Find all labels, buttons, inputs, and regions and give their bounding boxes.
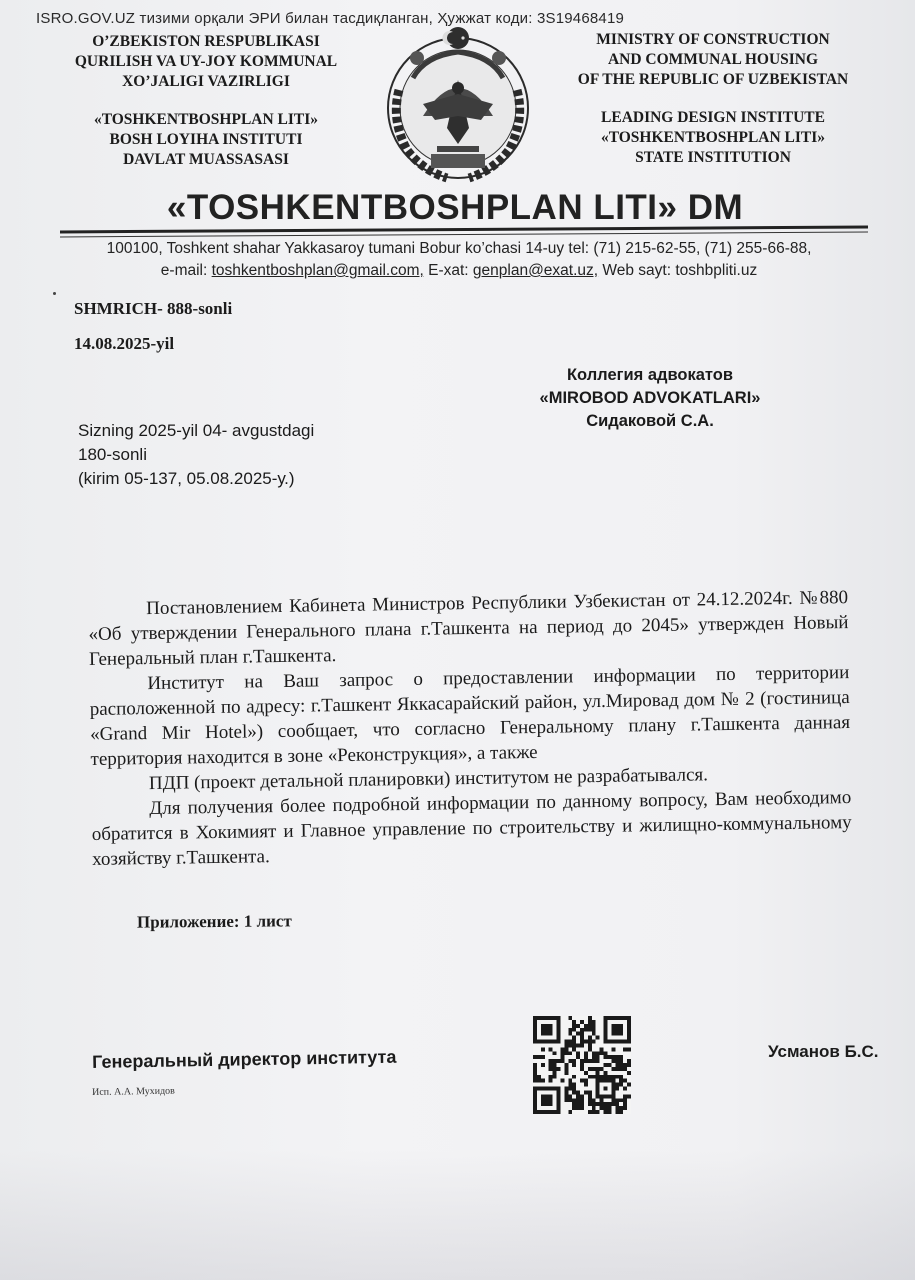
header-right-line: MINISTRY OF CONSTRUCTION xyxy=(596,31,830,48)
header-right-line: «TOSHKENTBOSHPLAN LITI» xyxy=(600,129,826,146)
uzbekistan-state-emblem-icon xyxy=(377,20,539,190)
signatory-title: Генеральный директор института xyxy=(92,1046,397,1072)
address-line: 100100, Toshkent shahar Yakkasaroy tumani Bobur ko’chasi 14-uy tel: (71) 215-62-55, (71) 255-66-88, xyxy=(106,240,812,257)
body-paragraph: Для получения более подробной информации по данному вопросу, Вам необходимо обратится в Хокимият и Главное управление по строительству и жилищно-коммунальному хозяйству г.Ташкента. xyxy=(91,787,852,870)
incoming-reference-line: Sizning 2025-yil 04- avgustdagi xyxy=(78,421,315,440)
verification-line: ISRO.GOV.UZ тизими орқали ЭРИ билан тасдиқланган, Ҳужжат коди: 3S19468419 xyxy=(36,10,625,27)
attachment-note: Приложение: 1 лист xyxy=(136,911,292,932)
header-left-line: DAVLAT MUASSASASI xyxy=(123,151,289,168)
header-right-line: OF THE REPUBLIC OF UZBEKISTAN xyxy=(577,71,849,88)
organization-title: «TOSHKENTBOSHPLAN LITI» DM xyxy=(166,188,744,227)
contact-line: e-mail: toshkentboshplan@gmail.com, E-xat: genplan@exat.uz, Web sayt: toshbpliti.uz xyxy=(160,262,758,279)
header-right-line: STATE INSTITUTION xyxy=(635,149,791,166)
executor-note: Исп. А.А. Мухидов xyxy=(92,1085,175,1098)
header-left-line: XO’JALIGI VAZIRLIGI xyxy=(122,73,290,90)
incoming-reference-block xyxy=(78,419,398,491)
email-link[interactable]: toshkentboshplan@gmail.com, xyxy=(211,262,424,279)
letter-body xyxy=(88,585,852,872)
header-left-line: O’ZBEKISTON RESPUBLIKASI xyxy=(92,33,320,50)
exat-link[interactable]: genplan@exat.uz, xyxy=(472,262,599,279)
incoming-reference-line: 180-sonli xyxy=(78,445,147,464)
body-paragraph: Постановлением Кабинета Министров Республики Узбекистан от 24.12.2024г. №880 «Об утверждении Генерального плана г.Ташкента на период до 2045» утвержден Новый Генеральный план г.Ташкента. xyxy=(88,587,849,670)
website-text: Web sayt: toshbpliti.uz xyxy=(598,262,758,279)
outgoing-date: 14.08.2025-yil xyxy=(74,334,175,353)
header-left-line: QURILISH VA UY-JOY KOMMUNAL xyxy=(74,53,338,70)
recipient-line: Сидаковой С.А. xyxy=(586,412,714,430)
signatory-name: Усманов Б.С. xyxy=(768,1042,879,1061)
header-right-line: AND COMMUNAL HOUSING xyxy=(607,51,819,68)
incoming-reference-line: (kirim 05-137, 05.08.2025-у.) xyxy=(78,469,295,488)
body-paragraph: Институт на Ваш запрос о предоставлении информации по территории расположенной по адресу: г.Ташкент Яккасарайский район, ул.Мировад дом № 2 (гостиница «Grand Mir Hotel») сообщает, что согласно Генеральному плану г.Ташкента данная территория находится в зоне «Реконструкция», а также xyxy=(89,662,851,770)
header-left-line: «TOSHKENTBOSHPLAN LITI» xyxy=(93,111,319,128)
header-left-line: BOSH LOYIHA INSTITUTI xyxy=(109,131,303,148)
address-block xyxy=(54,238,864,282)
outgoing-number: SHMRICH- 888-sonli xyxy=(74,299,233,318)
recipient-line: «MIROBOD ADVOKATLARI» xyxy=(539,389,761,407)
header-left-block xyxy=(40,32,372,170)
recipient-line: Коллегия адвокатов xyxy=(566,366,734,384)
header-right-block xyxy=(548,30,878,168)
recipient-block xyxy=(480,364,820,433)
header-right-line: LEADING DESIGN INSTITUTE xyxy=(601,109,825,126)
qr-code-icon xyxy=(533,1016,631,1114)
body-paragraph: ПДП (проект детальной планировки) институтом не разрабатывался. xyxy=(148,764,709,795)
